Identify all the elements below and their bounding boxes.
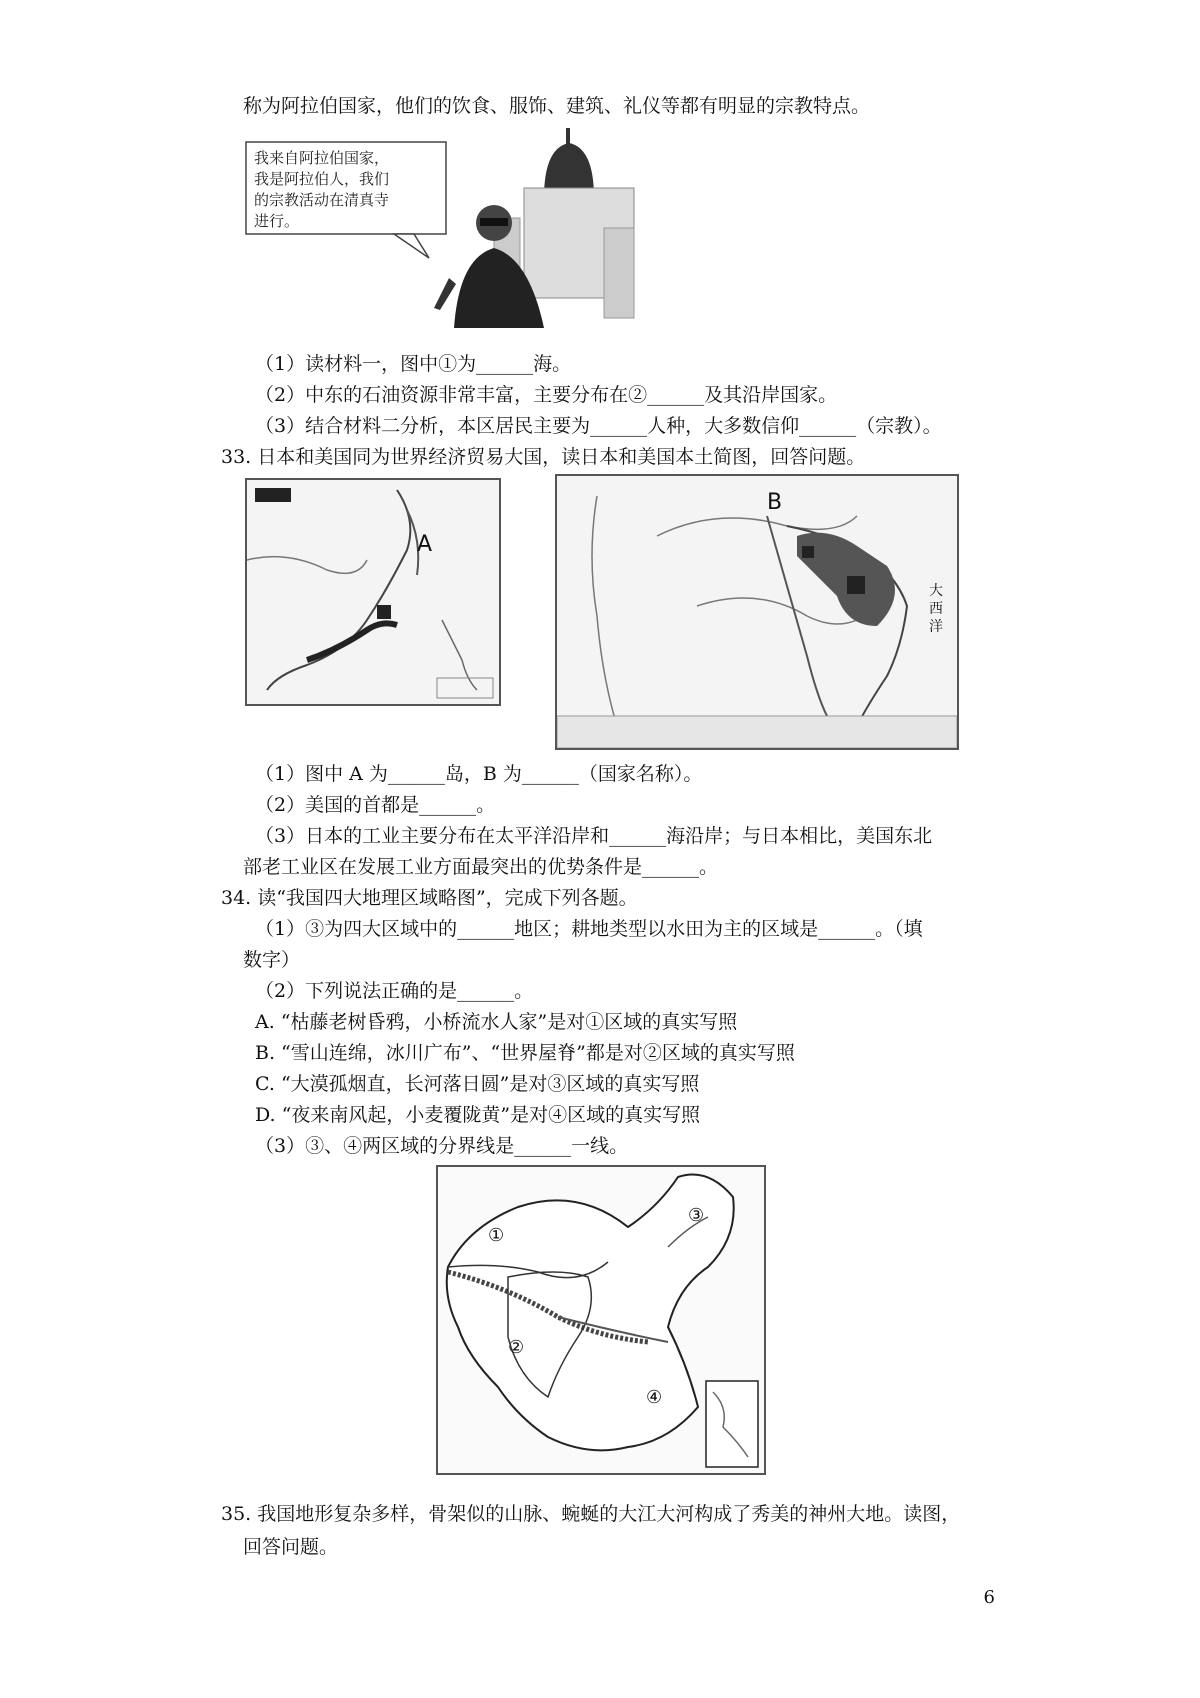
speech-line-1: 我来自阿拉伯国家， xyxy=(254,149,390,167)
q34-option-c: C. “大漠孤烟直，长河落日圆”是对③区域的真实写照 xyxy=(255,1073,700,1095)
q33-stem: 33. 日本和美国同为世界经济贸易大国，读日本和美国本土简图，回答问题。 xyxy=(221,446,866,468)
arab-cartoon-figure xyxy=(244,128,646,328)
q34-sub3: （3）③、④两区域的分界线是______一线。 xyxy=(255,1135,629,1157)
q33-sub1: （1）图中 A 为______岛，B 为______（国家名称）。 xyxy=(255,763,703,785)
japan-label-a: A xyxy=(417,532,433,557)
region-1-label: ① xyxy=(488,1225,505,1246)
region-2-label: ② xyxy=(508,1337,525,1358)
usa-label-b: B xyxy=(767,490,783,515)
q33-sub3-line2: 部老工业区在发展工业方面最突出的优势条件是______。 xyxy=(243,856,719,878)
q33-sub2: （2）美国的首都是______。 xyxy=(255,794,496,816)
japan-map-drawing xyxy=(247,480,499,704)
q34-option-b: B. “雪山连绵，冰川广布”、“世界屋脊”都是对②区域的真实写照 xyxy=(255,1042,795,1064)
q34-sub1-line1: （1）③为四大区域中的______地区；耕地类型以水田为主的区域是______。（填 xyxy=(255,918,923,940)
intro-line: 称为阿拉伯国家，他们的饮食、服饰、建筑、礼仪等都有明显的宗教特点。 xyxy=(243,95,871,117)
q35-line2: 回答问题。 xyxy=(243,1536,339,1558)
q32-sub2: （2）中东的石油资源非常丰富，主要分布在②______及其沿岸国家。 xyxy=(255,384,838,406)
japan-map xyxy=(245,478,501,706)
q34-stem: 34. 读“我国四大地理区域略图”，完成下列各题。 xyxy=(221,887,638,909)
region-4-label: ④ xyxy=(646,1387,663,1408)
q32-sub1: （1）读材料一，图中①为______海。 xyxy=(255,353,572,375)
speech-line-4: 进行。 xyxy=(254,212,300,230)
usa-map xyxy=(555,474,959,750)
usa-map-drawing xyxy=(557,476,957,748)
q34-sub2: （2）下列说法正确的是______。 xyxy=(255,980,534,1002)
speech-line-2: 我是阿拉伯人，我们 xyxy=(254,170,390,188)
q32-sub3: （3）结合材料二分析，本区居民主要为______人种，大多数信仰______（宗教）。 xyxy=(255,415,942,437)
q33-sub3-line1: （3）日本的工业主要分布在太平洋沿岸和______海沿岸；与日本相比，美国东北 xyxy=(255,825,933,847)
page-number: 6 xyxy=(983,1587,995,1608)
china-regions-map xyxy=(436,1165,766,1475)
q34-sub1-line2: 数字） xyxy=(243,949,301,971)
q35-line1: 35. 我国地形复杂多样，骨架似的山脉、蜿蜒的大江大河构成了秀美的神州大地。读图， xyxy=(221,1503,961,1525)
atlantic-ocean-label: 大西洋 xyxy=(929,583,943,635)
q34-option-d: D. “夜来南风起，小麦覆陇黄”是对④区域的真实写照 xyxy=(255,1104,701,1126)
region-3-label: ③ xyxy=(688,1205,705,1226)
q34-option-a: A. “枯藤老树昏鸦，小桥流水人家”是对①区域的真实写照 xyxy=(255,1011,738,1033)
speech-line-3: 的宗教活动在清真寺 xyxy=(254,191,390,209)
china-regions-drawing xyxy=(438,1167,764,1473)
